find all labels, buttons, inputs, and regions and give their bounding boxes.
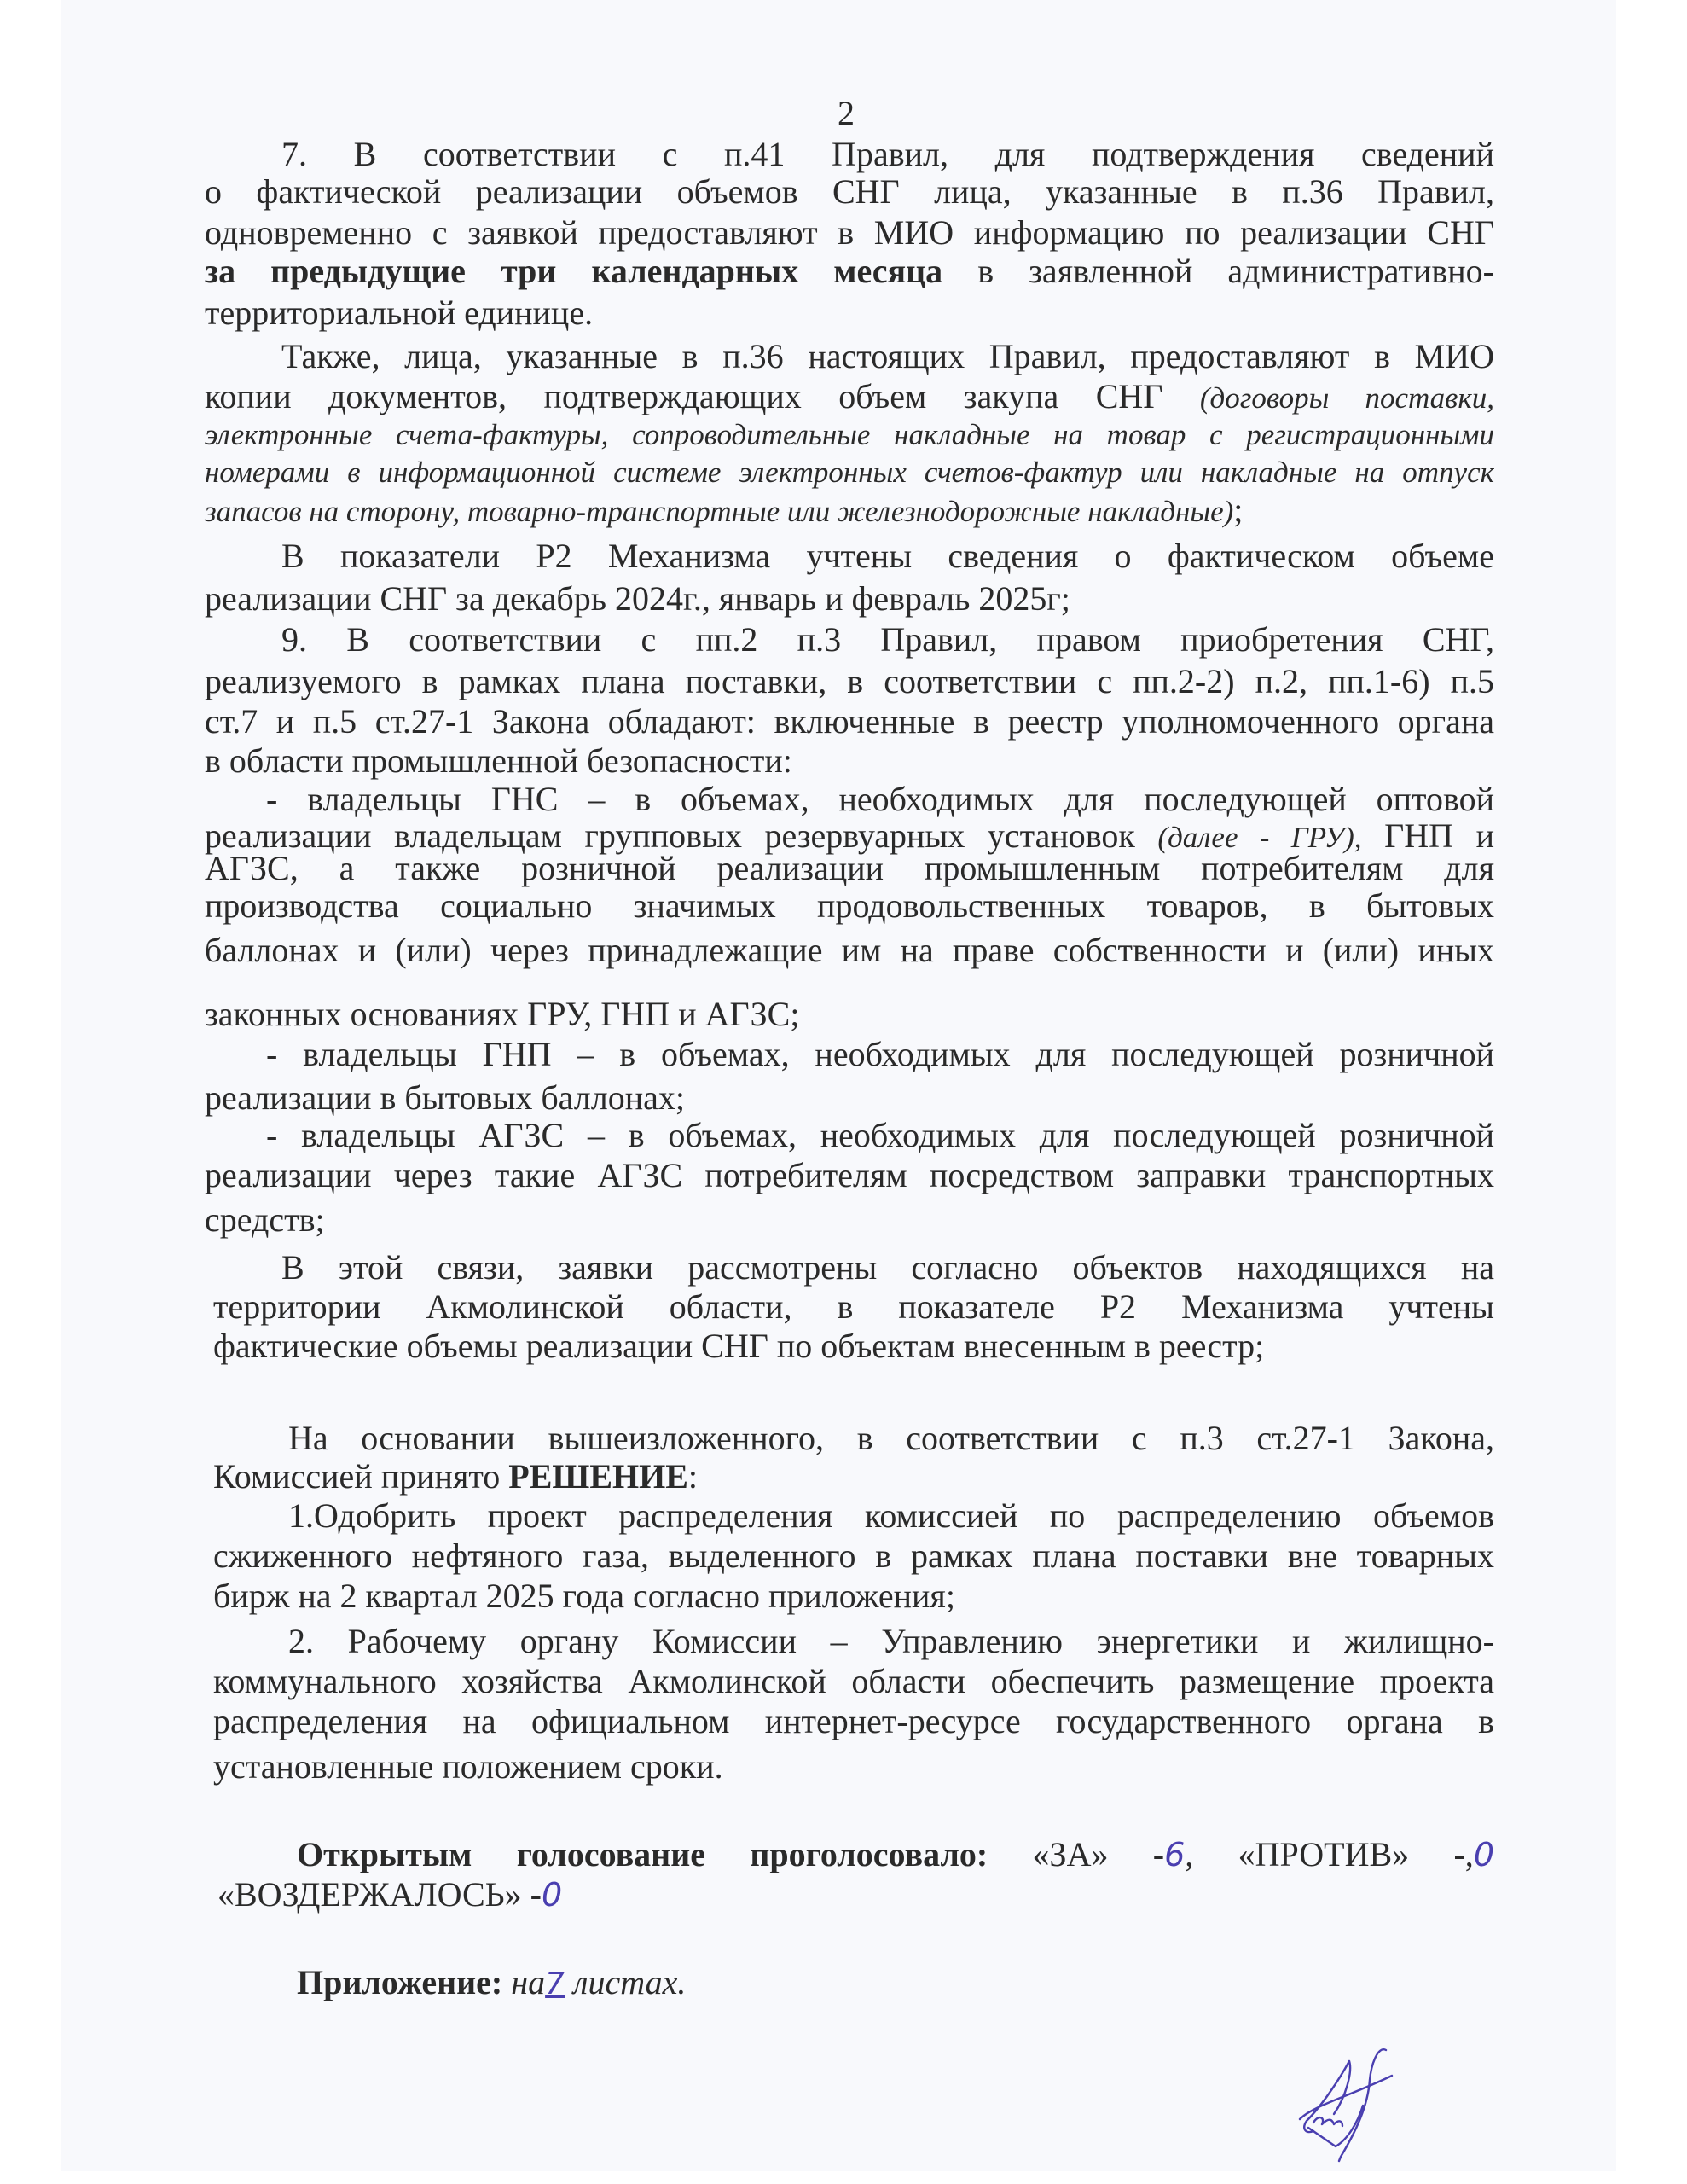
text-segment: В этой связи, заявки рассмотрены согласно объектов находящихся на (281, 1248, 1494, 1287)
text-segment: реализации СНГ за декабрь 2024г., январь и февраль 2025г; (205, 579, 1070, 618)
text-line (213, 1457, 1494, 1496)
text-segment: АГЗС, а также розничной реализации промышленным потребителям для (205, 849, 1494, 887)
italic-text: номерами в информационной системе электронных счетов-фактур или накладные на отпуск (205, 456, 1494, 489)
text-segment: законных основаниях ГРУ, ГНП и АГЗС; (205, 995, 800, 1033)
text-line (205, 252, 1494, 291)
text-segment: 7. В соответствии с п.41 Правил, для подтверждения сведений (281, 135, 1494, 173)
text-line (205, 491, 1494, 530)
vote-za-value: 6 (1164, 1836, 1186, 1873)
text-segment: коммунального хозяйства Акмолинской области обеспечить размещение проекта (213, 1662, 1494, 1700)
text-segment: - владельцы ГНП – в объемах, необходимых для последующей розничной (266, 1035, 1494, 1073)
text-line (205, 451, 1494, 491)
appendix-line (297, 1963, 1586, 2002)
text-segment: распределения на официальном интернет-ресурсе государственного органа в (213, 1702, 1494, 1740)
text-line (205, 886, 1494, 926)
text-line (213, 1662, 1494, 1701)
text-segment: копии документов, подтверждающих объем закупа СНГ (205, 377, 1200, 415)
text-segment: : (687, 1457, 699, 1496)
text-line (213, 1702, 1494, 1741)
text-line (266, 1035, 1494, 1074)
text-line (288, 1419, 1494, 1458)
text-line (205, 662, 1494, 701)
bold-text: за предыдущие три календарных месяца (205, 252, 943, 290)
italic-text: электронные счета-фактуры, сопроводительные накладные на товар с регистрационными (205, 418, 1494, 451)
text-line (205, 849, 1494, 888)
text-line (205, 414, 1494, 453)
text-line (281, 620, 1494, 659)
text-segment: территории Акмолинской области, в показателе Р2 Механизма учтены (213, 1287, 1494, 1326)
italic-text: (договоры поставки, (1199, 381, 1494, 415)
text-segment: реализации владельцам групповых резервуарных установок (205, 816, 1158, 855)
text-line (213, 1287, 1494, 1327)
appendix-count: 7 (545, 1966, 565, 2001)
text-line (288, 1496, 1494, 1536)
text-line (205, 172, 1494, 212)
text-line (213, 1327, 1494, 1366)
text-segment: реализации через такие АГЗС потребителям посредством заправки транспортных (205, 1156, 1494, 1194)
text-segment: 1.Одобрить проект распределения комиссией по распределению объемов (288, 1496, 1494, 1535)
vote-abstain-value: 0 (541, 1876, 563, 1914)
text-line (213, 1536, 1494, 1576)
text-line (281, 537, 1494, 576)
text-line (205, 741, 1494, 781)
text-segment: в области промышленной безопасности: (205, 741, 792, 780)
appendix-prefix: на (511, 1963, 546, 2001)
vote-against: -,0 (1453, 1835, 1494, 1873)
text-segment: - владельцы АГЗС – в объемах, необходимых для последующей розничной (266, 1116, 1494, 1154)
text-line (205, 931, 1494, 970)
appendix-label: Приложение: (297, 1963, 503, 2001)
text-line (288, 1622, 1494, 1661)
text-segment: установленные положением сроки. (213, 1747, 723, 1786)
text-segment: о фактической реализации объемов СНГ лица, указанные в п.36 Правил, (205, 172, 1494, 211)
text-line (213, 1577, 1494, 1616)
vote-label: Открытым голосование проголосовало: (297, 1835, 988, 1873)
text-line (205, 213, 1494, 253)
appendix-suffix: листах. (573, 1963, 687, 2001)
vote-abstain-label: «ВОЗДЕРЖАЛОСЬ» (217, 1875, 522, 1914)
signature (1296, 2046, 1407, 2165)
text-line (205, 1156, 1494, 1195)
text-line (205, 995, 1494, 1034)
bold-text: РЕШЕНИЕ (508, 1457, 688, 1496)
text-segment: баллонах и (или) через принадлежащие им на праве собственности и (или) иных (205, 931, 1494, 969)
text-segment: - владельцы ГНС – в объемах, необходимых для последующей оптовой (266, 780, 1494, 818)
text-line (213, 1747, 1494, 1786)
text-segment: реализуемого в рамках плана поставки, в соответствии с пп.2-2) п.2, пп.1-6) п.5 (205, 662, 1494, 700)
text-segment: одновременно с заявкой предоставляют в МИО информацию по реализации СНГ (205, 213, 1494, 252)
vote-against-label: «ПРОТИВ» (1238, 1835, 1410, 1873)
text-segment: В показатели Р2 Механизма учтены сведения о фактическом объеме (281, 537, 1494, 575)
text-line (281, 337, 1494, 376)
text-line (205, 702, 1494, 741)
text-line (266, 780, 1494, 819)
text-line (205, 1200, 1494, 1240)
text-segment: в заявленной административно- (942, 252, 1494, 290)
vote-line (297, 1835, 1494, 1874)
text-segment: ГНП и (1361, 816, 1494, 855)
vote-za-label: «ЗА» (1032, 1835, 1109, 1873)
text-segment: средств; (205, 1200, 325, 1239)
text-segment: производства социально значимых продовольственных товаров, в бытовых (205, 886, 1494, 925)
text-segment: На основании вышеизложенного, в соответствии с п.3 ст.27-1 Закона, (288, 1419, 1494, 1457)
text-segment: ; (1233, 491, 1244, 529)
italic-text: запасов на сторону, товарно-транспортные или железнодорожные накладные) (205, 495, 1234, 528)
text-segment: Комиссией принято (213, 1457, 509, 1496)
text-line (205, 579, 1494, 619)
text-line (281, 1248, 1494, 1287)
text-line (205, 1078, 1494, 1118)
text-segment: 2. Рабочему органу Комиссии – Управлению энергетики и жилищно- (288, 1622, 1494, 1660)
vote-against-value: 0 (1473, 1836, 1494, 1873)
text-segment: территориальной единице. (205, 293, 594, 332)
vote-abstain-line (217, 1875, 1507, 1914)
text-segment: 9. В соответствии с пп.2 п.3 Правил, правом приобретения СНГ, (281, 620, 1494, 659)
text-segment: бирж на 2 квартал 2025 года согласно приложения; (213, 1577, 955, 1615)
italic-text: (далее - ГРУ), (1157, 821, 1362, 854)
text-line (266, 1116, 1494, 1155)
text-segment: Также, лица, указанные в п.36 настоящих Правил, предоставляют в МИО (281, 337, 1494, 375)
page-number: 2 (838, 94, 855, 132)
text-segment: ст.7 и п.5 ст.27-1 Закона обладают: включенные в реестр уполномоченного органа (205, 702, 1494, 741)
text-segment: реализации в бытовых баллонах; (205, 1078, 685, 1117)
text-segment: фактические объемы реализации СНГ по объектам внесенным в реестр; (213, 1327, 1265, 1365)
vote-abstain: -0 (530, 1875, 563, 1914)
text-line (205, 293, 1494, 333)
text-segment: сжиженного нефтяного газа, выделенного в рамках плана поставки вне товарных (213, 1536, 1494, 1575)
text-line (281, 135, 1494, 174)
text-line (205, 377, 1494, 416)
vote-za: -6, (1152, 1835, 1194, 1873)
